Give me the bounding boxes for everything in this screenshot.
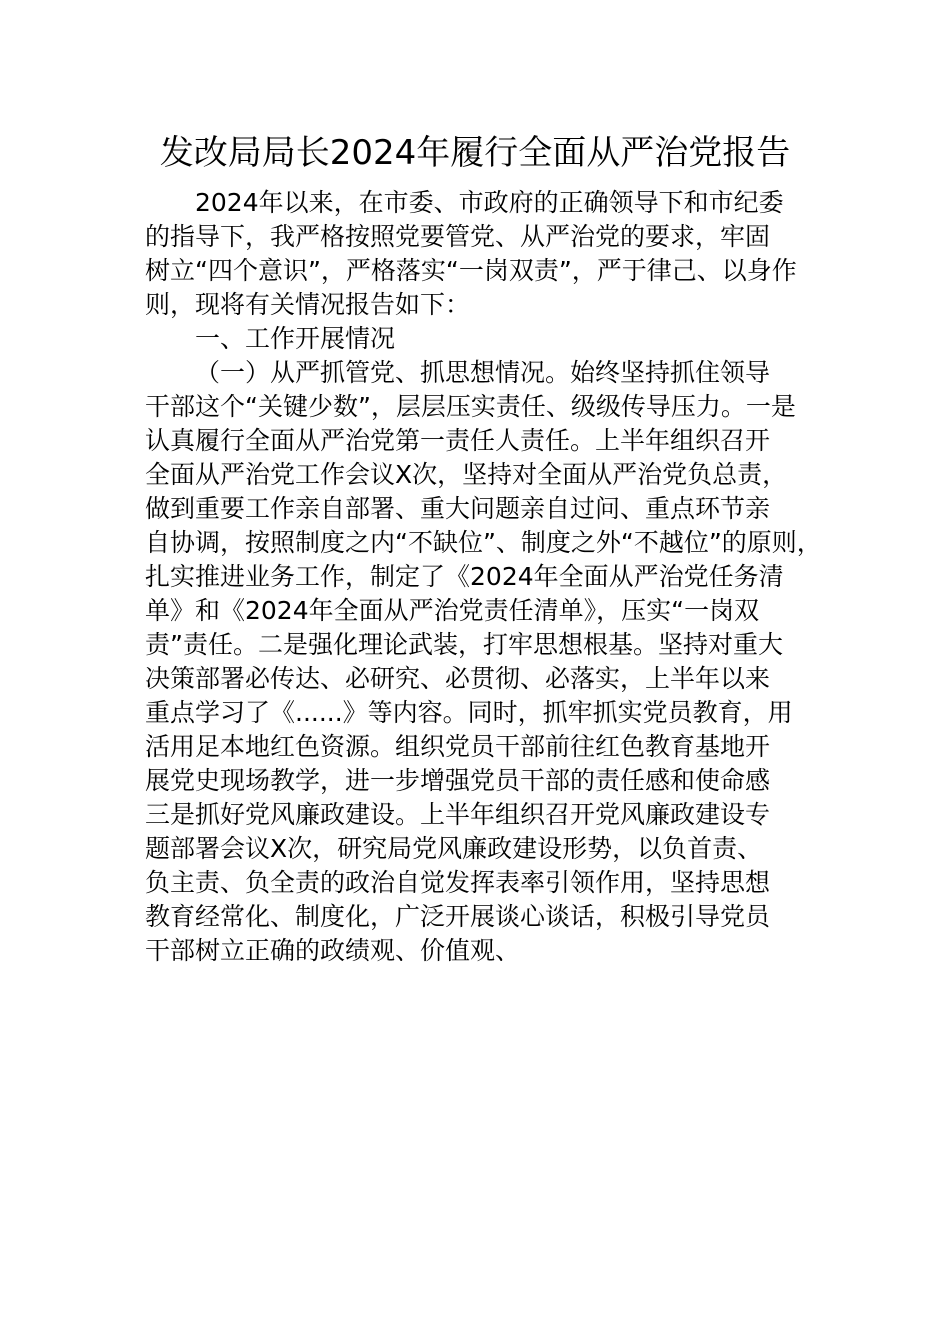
body-line: （一）从严抓管党、抓思想情况。始终坚持抓住领导	[195, 358, 771, 387]
body-line: 则，现将有关情况报告如下：	[145, 290, 471, 319]
body-line: 的指导下，我严格按照党要管党、从严治党的要求，牢固	[145, 222, 771, 251]
body-line: 做到重要工作亲自部署、重大问题亲自过问、重点环节亲	[145, 494, 771, 523]
body-line: 一、工作开展情况	[195, 324, 396, 353]
body-line: 重点学习了《......》等内容。同时，抓牢抓实党员教育，用	[145, 698, 793, 727]
body-line: 全面从严治党工作会议X次，坚持对全面从严治党负总责，	[145, 460, 788, 489]
document-title: 发改局局长2024年履行全面从严治党报告	[159, 133, 791, 173]
body-line: 认真履行全面从严治党第一责任人责任。上半年组织召开	[145, 426, 771, 455]
body-line: 题部署会议X次，研究局党风廉政建设形势，以负首责、	[145, 834, 763, 863]
body-line: 干部树立正确的政绩观、价值观、	[145, 936, 521, 965]
body-line: 树立“四个意识”，严格落实“一岗双责”，严于律己、以身作	[145, 256, 797, 285]
body-line: 干部这个“关键少数”，层层压实责任、级级传导压力。一是	[145, 392, 796, 421]
document-body	[145, 186, 835, 968]
body-line: 单》和《2024年全面从严治党责任清单》，压实“一岗双	[145, 596, 760, 625]
body-line: 负主责、负全责的政治自觉发挥表率引领作用，坚持思想	[145, 868, 771, 897]
body-line: 展党史现场教学，进一步增强党员干部的责任感和使命感	[145, 766, 771, 795]
body-line: 活用足本地红色资源。组织党员干部前往红色教育基地开	[145, 732, 771, 761]
body-line: 三是抓好党风廉政建设。上半年组织召开党风廉政建设专	[145, 800, 771, 829]
body-line: 2024年以来，在市委、市政府的正确领导下和市纪委	[195, 188, 784, 217]
body-line: 决策部署必传达、必研究、必贯彻、必落实，上半年以来	[145, 664, 771, 693]
body-line: 教育经常化、制度化，广泛开展谈心谈话，积极引导党员	[145, 902, 771, 931]
body-line: 自协调，按照制度之内“不缺位”、制度之外“不越位”的原则，	[145, 528, 822, 557]
body-line: 责”责任。二是强化理论武装，打牢思想根基。坚持对重大	[145, 630, 783, 659]
body-line: 扎实推进业务工作，制定了《2024年全面从严治党任务清	[145, 562, 784, 591]
